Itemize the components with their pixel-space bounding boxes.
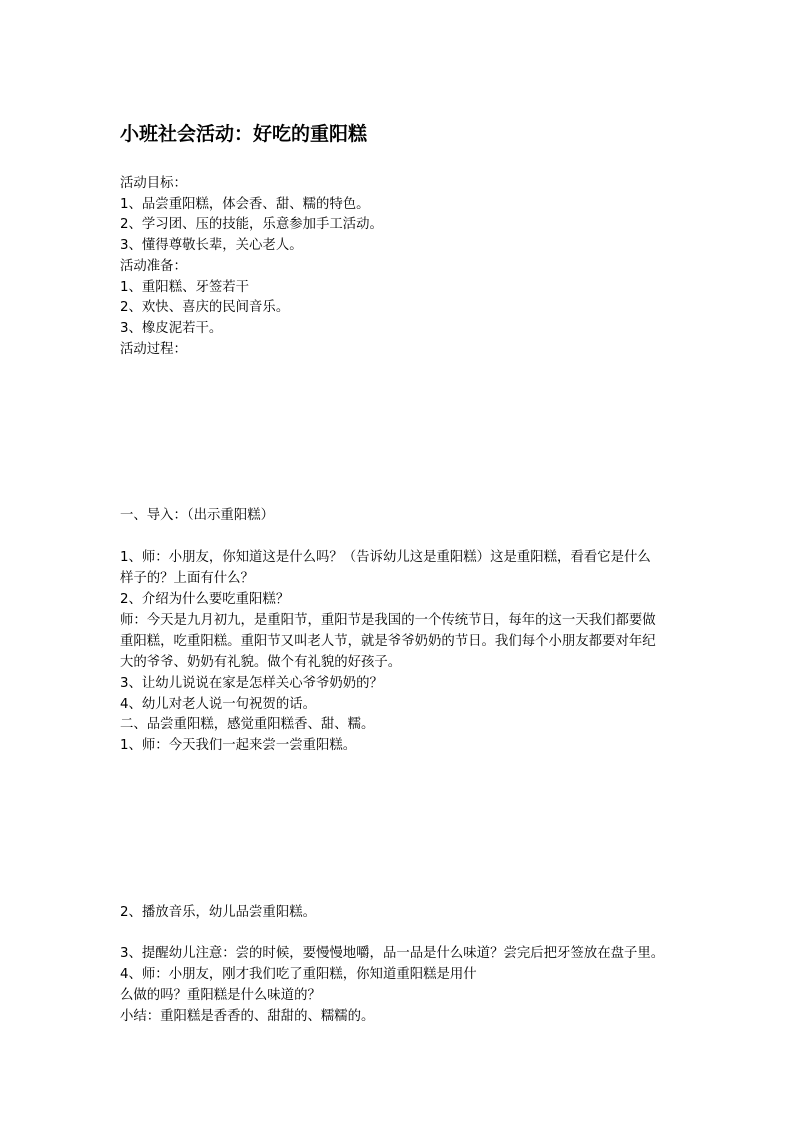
part1-line: 大的爷爷、奶奶有礼貌。做个有礼貌的好孩子。 <box>120 655 402 670</box>
part1-heading: 一、导入：（出示重阳糕） <box>120 508 274 523</box>
preparation-item: 2、欢快、喜庆的民间音乐。 <box>120 300 290 315</box>
part1-line: 1、师：今天我们一起来尝一尝重阳糕。 <box>120 738 357 753</box>
document-title: 小班社会活动：好吃的重阳糕 <box>120 123 368 145</box>
part1-line: 1、师：小朋友，你知道这是什么吗？（告诉幼儿这是重阳糕）这是重阳糕，看看它是什么 <box>120 550 651 565</box>
part1-line: 样子的？上面有什么？ <box>120 571 254 586</box>
part2-line: 3、提醒幼儿注意：尝的时候，要慢慢地嚼，品一品是什么味道？尝完后把牙签放在盘子里。 <box>120 946 665 961</box>
part1-line: 师：今天是九月初九，是重阳节，重阳节是我国的一个传统节日，每年的这一天我们都要做 <box>120 613 656 628</box>
goal-item: 1、品尝重阳糕，体会香、甜、糯的特色。 <box>120 197 370 212</box>
preparation-item: 3、橡皮泥若干。 <box>120 321 223 336</box>
part1-line: 4、幼儿对老人说一句祝贺的话。 <box>120 697 316 712</box>
goals-heading: 活动目标： <box>120 176 187 191</box>
part2-line: 2、播放音乐，幼儿品尝重阳糕。 <box>120 905 316 920</box>
summary-line: 小结：重阳糕是香香的、甜甜的、糯糯的。 <box>120 1009 375 1024</box>
goal-item: 2、学习团、压的技能，乐意参加手工活动。 <box>120 217 383 232</box>
part1-line: 3、让幼儿说说在家是怎样关心爷爷奶奶的？ <box>120 676 383 691</box>
part1-line: 2、介绍为什么要吃重阳糕？ <box>120 592 290 607</box>
process-heading: 活动过程： <box>120 342 187 357</box>
part2-heading: 二、品尝重阳糕，感觉重阳糕香、甜、糯。 <box>120 717 375 732</box>
preparation-heading: 活动准备： <box>120 259 187 274</box>
part2-line: 4、师：小朋友，刚才我们吃了重阳糕，你知道重阳糕是用什 <box>120 967 477 982</box>
goal-item: 3、懂得尊敬长辈，关心老人。 <box>120 238 303 253</box>
part2-line: 么做的吗？重阳糕是什么味道的？ <box>120 988 321 1003</box>
preparation-item: 1、重阳糕、牙签若干 <box>120 280 250 295</box>
part1-line: 重阳糕，吃重阳糕。重阳节又叫老人节，就是爷爷奶奶的节日。我们每个小朋友都要对年纪 <box>120 634 656 649</box>
